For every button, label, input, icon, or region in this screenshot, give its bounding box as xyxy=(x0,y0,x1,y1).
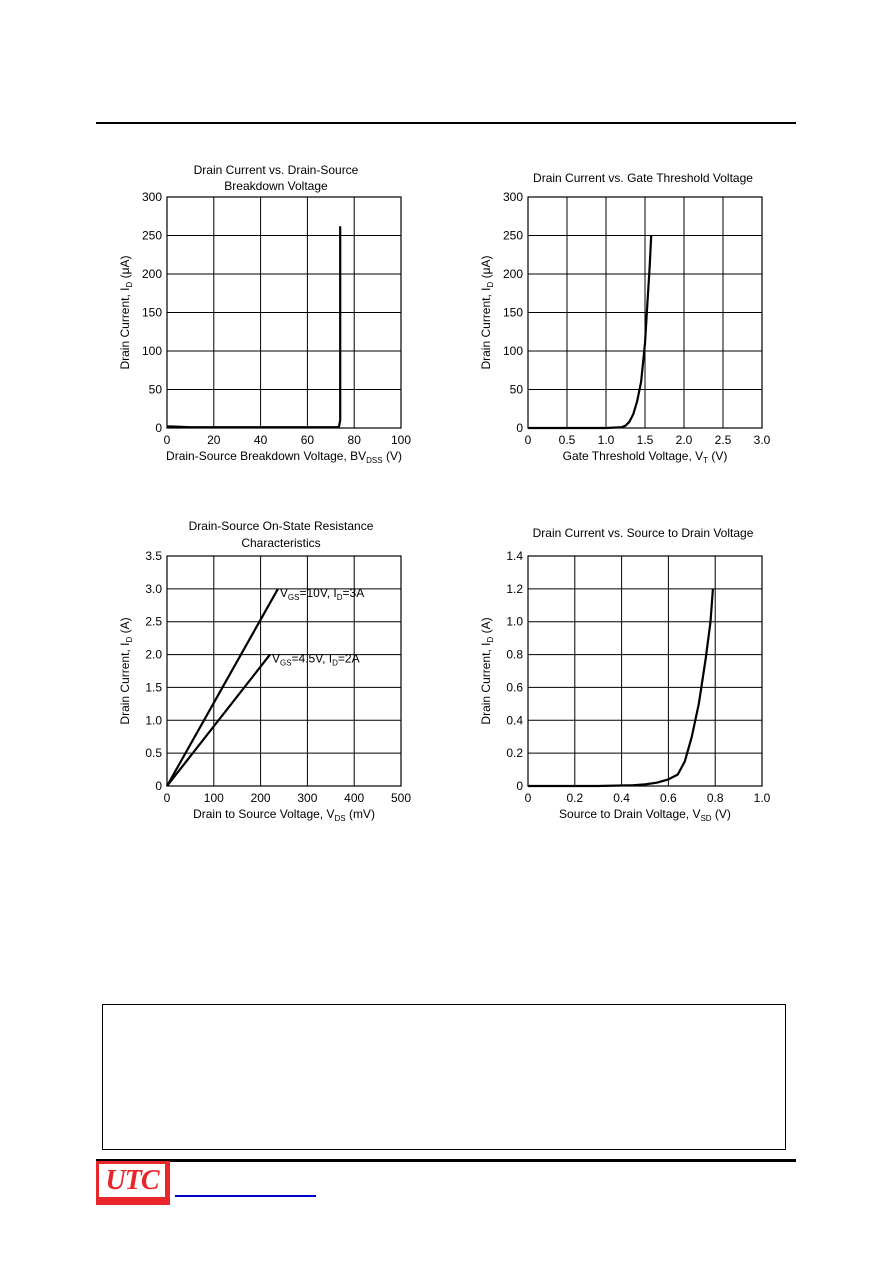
x-tick-label: 80 xyxy=(347,433,361,447)
y-tick-label: 0 xyxy=(155,779,162,793)
footer-rule xyxy=(96,1159,796,1162)
y-tick-label: 300 xyxy=(502,190,523,204)
y-tick-label: 250 xyxy=(141,228,162,243)
y-tick-label: 2.0 xyxy=(145,647,162,662)
chart-title: Characteristics xyxy=(241,536,321,550)
y-tick-label: 250 xyxy=(502,228,523,243)
x-tick-label: 100 xyxy=(203,791,224,805)
y-tick-label: 1.5 xyxy=(145,680,162,695)
y-tick-label: 50 xyxy=(148,382,162,397)
utc-logo xyxy=(96,1161,170,1205)
y-tick-label: 1.0 xyxy=(145,713,162,728)
y-tick-label: 100 xyxy=(502,344,523,358)
x-tick-label: 20 xyxy=(207,433,221,447)
y-tick-label: 0 xyxy=(516,779,523,793)
y-tick-label: 150 xyxy=(141,305,162,320)
chart-title: Drain-Source On-State Resistance xyxy=(188,519,374,533)
chart-title: Drain Current vs. Source to Drain Voltage xyxy=(532,526,754,540)
y-tick-label: 0 xyxy=(155,421,162,435)
y-axis-label: Drain Current, $I_D$ (μA) xyxy=(118,255,134,370)
y-tick-label: 0.5 xyxy=(145,746,162,761)
y-tick-label: 200 xyxy=(502,267,523,281)
y-tick-label: 0.2 xyxy=(506,746,523,761)
plot-frame xyxy=(528,556,762,786)
x-axis-label: Drain-Source Breakdown Voltage, $BV_{DSS}$ (V) xyxy=(166,449,402,465)
x-tick-label: 40 xyxy=(253,433,268,447)
y-axis-label: Drain Current, $I_D$ (A) xyxy=(479,617,495,725)
x-tick-label: 400 xyxy=(344,791,365,805)
y-tick-label: 0.4 xyxy=(506,713,523,728)
x-tick-label: 0.5 xyxy=(558,433,576,447)
logo-text: UTC xyxy=(105,1164,159,1196)
x-tick-label: 0 xyxy=(524,791,532,805)
y-tick-label: 3.5 xyxy=(145,549,162,563)
x-tick-label: 1.5 xyxy=(636,433,654,447)
series-label: $V_{GS}=4.5V$, $I_D=2A$ xyxy=(271,651,360,668)
x-tick-label: 0.2 xyxy=(566,791,584,805)
x-tick-label: 3.0 xyxy=(753,433,771,447)
y-tick-label: 150 xyxy=(502,305,523,320)
y-tick-label: 1.0 xyxy=(506,614,523,629)
x-tick-label: 0.8 xyxy=(706,791,724,805)
x-axis-label: Drain to Source Voltage, $V_{DS}$ (mV) xyxy=(193,807,375,823)
y-tick-label: 0.6 xyxy=(506,680,523,695)
x-axis-label: Source to Drain Voltage, $V_{SD}$ (V) xyxy=(559,807,731,823)
x-tick-label: 0 xyxy=(524,433,532,447)
y-tick-label: 0.8 xyxy=(506,647,523,662)
y-tick-label: 100 xyxy=(141,344,162,358)
website-link[interactable] xyxy=(175,1195,316,1197)
series-label: $V_{GS}=10V$, $I_D=3A$ xyxy=(279,585,365,602)
y-tick-label: 50 xyxy=(509,382,523,397)
x-tick-label: 200 xyxy=(250,791,271,805)
chart-title: Breakdown Voltage xyxy=(224,179,328,193)
y-tick-label: 2.5 xyxy=(145,614,162,629)
x-tick-label: 60 xyxy=(300,433,315,447)
x-tick-label: 2.0 xyxy=(675,433,693,447)
x-tick-label: 300 xyxy=(297,791,318,805)
x-tick-label: 1.0 xyxy=(597,433,615,447)
note-box xyxy=(102,1004,786,1150)
y-tick-label: 200 xyxy=(141,267,162,281)
x-tick-label: 0 xyxy=(163,791,171,805)
y-tick-label: 0 xyxy=(516,421,523,435)
y-tick-label: 300 xyxy=(141,190,162,204)
x-tick-label: 0 xyxy=(163,433,171,447)
y-tick-label: 1.4 xyxy=(506,549,523,563)
x-tick-label: 0.4 xyxy=(613,791,630,805)
y-axis-label: Drain Current, $I_D$ (μA) xyxy=(479,255,495,370)
x-tick-label: 0.6 xyxy=(660,791,677,805)
chart-title: Drain Current vs. Gate Threshold Voltage xyxy=(533,171,753,185)
x-tick-label: 1.0 xyxy=(753,791,771,805)
x-tick-label: 2.5 xyxy=(714,433,732,447)
y-axis-label: Drain Current, $I_D$ (A) xyxy=(118,617,134,725)
y-tick-label: 3.0 xyxy=(145,581,162,596)
x-tick-label: 500 xyxy=(390,791,412,805)
x-axis-label: Gate Threshold Voltage, $V_T$ (V) xyxy=(562,449,728,465)
y-tick-label: 1.2 xyxy=(506,581,523,596)
x-tick-label: 100 xyxy=(390,433,412,447)
chart-title: Drain Current vs. Drain-Source xyxy=(193,163,359,177)
